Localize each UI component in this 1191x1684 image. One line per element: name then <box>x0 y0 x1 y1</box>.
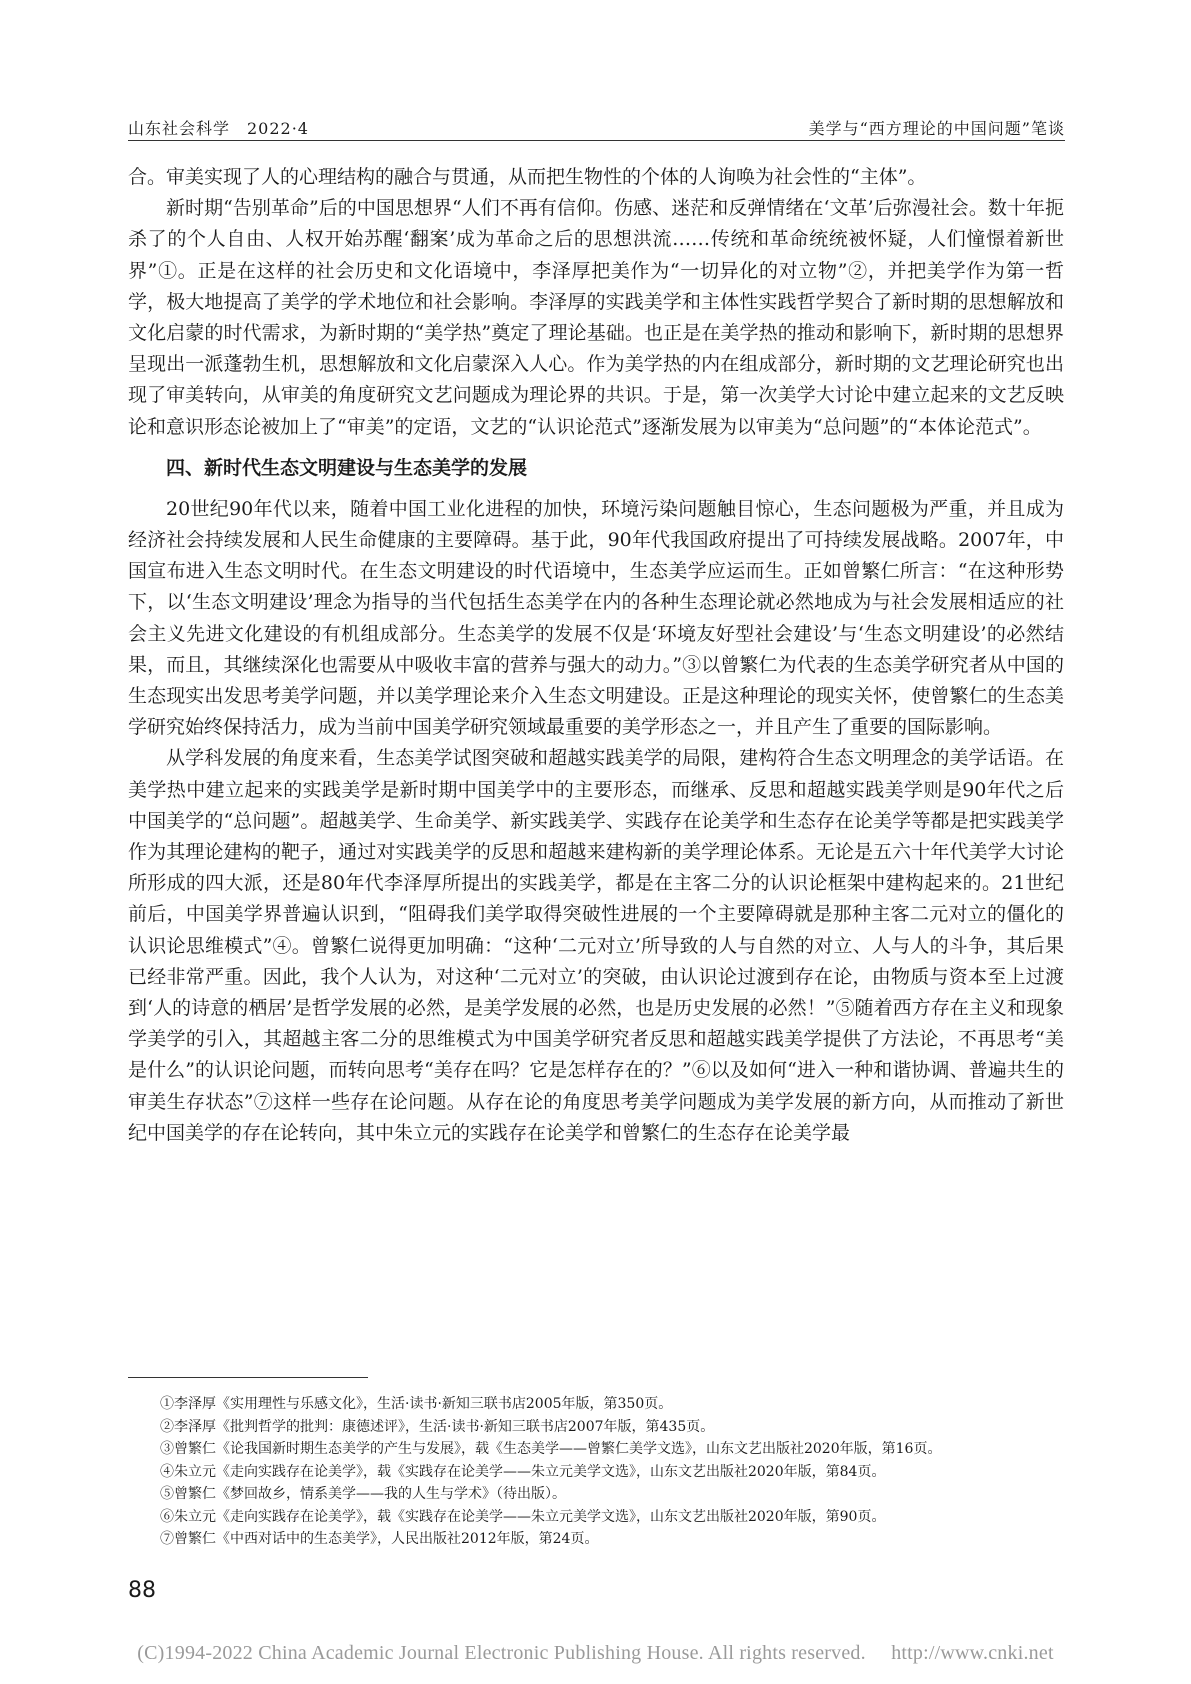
footnotes <box>160 1393 1060 1551</box>
paragraph: 20世纪90年代以来，随着中国工业化进程的加快，环境污染问题触目惊心，生态问题极为严重，并且成为经济社会持续发展和人民生命健康的主要障碍。基于此，90年代我国政府提出了可持续发展战略。2007年，中国宣布进入生态文明时代。在生态文明建设的时代语境中，生态美学应运而生。正如曾繁仁所言：“在这种形势下，以‘生态文明建设’理念为指导的当代包括生态美学在内的各种生态理论就必然地成为与社会发展相适应的社会主义先进文化建设的有机组成部分。生态美学的发展不仅是‘环境友好型社会建设’与‘生态文明建设’的必然结果，而且，其继续深化也需要从中吸收丰富的营养与强大的动力。”③以曾繁仁为代表的生态美学研究者从中国的生态现实出发思考美学问题，并以美学理论来介入生态文明建设。正是这种理论的现实关怀，使曾繁仁的生态美学研究始终保持活力，成为当前中国美学研究领域最重要的美学形态之一，并且产生了重要的国际影响。 <box>128 497 1064 739</box>
footnote: ②李泽厚《批判哲学的批判：康德述评》，生活·读书·新知三联书店2007年版，第435页。 <box>160 1418 715 1435</box>
section-heading: 四、新时代生态文明建设与生态美学的发展 <box>166 456 528 479</box>
journal-issue: 山东社会科学 2022·4 <box>128 119 309 138</box>
paragraph: 合。审美实现了人的心理结构的融合与贯通，从而把生物性的个体的人询唤为社会性的“主体”。 <box>128 166 927 188</box>
footnote: ③曾繁仁《论我国新时期生态美学的产生与发展》，载《生态美学——曾繁仁美学文选》，山东文艺出版社2020年版，第16页。 <box>160 1441 942 1457</box>
footnote-divider <box>128 1377 368 1378</box>
footnote: ⑤曾繁仁《梦回故乡，情系美学——我的人生与学术》（待出版）。 <box>160 1486 566 1502</box>
running-header <box>128 110 1065 140</box>
footnote: ⑦曾繁仁《中西对话中的生态美学》，人民出版社2012年版，第24页。 <box>160 1531 599 1547</box>
copyright-notice: (C)1994-2022 China Academic Journal Electronic Publishing House. All rights reserved. http://www.cnki.net <box>137 1642 1054 1664</box>
footnote: ①李泽厚《实用理性与乐感文化》，生活·读书·新知三联书店2005年版，第350页。 <box>160 1396 673 1412</box>
column-title: 美学与“西方理论的中国问题”笔谈 <box>808 119 1065 138</box>
header-divider <box>128 140 1065 141</box>
footnote: ④朱立元《走向实践存在论美学》，载《实践存在论美学——朱立元美学文选》，山东文艺出版社2020年版，第84页。 <box>160 1463 886 1480</box>
paragraph: 新时期“告别革命”后的中国思想界“人们不再有信仰。伤感、迷茫和反弹情绪在‘文革’后弥漫社会。数十年扼杀了的个人自由、人权开始苏醒‘翻案’成为革命之后的思想洪流……传统和革命统统被怀疑，人们憧憬着新世界”①。正是在这样的社会历史和文化语境中，李泽厚把美作为“一切异化的对立物”②，并把美学作为第一哲学，极大地提高了美学的学术地位和社会影响。李泽厚的实践美学和主体性实践哲学契合了新时期的思想解放和文化启蒙的时代需求，为新时期的“美学热”奠定了理论基础。也正是在美学热的推动和影响下，新时期的思想界呈现出一派蓬勃生机，思想解放和文化启蒙深入人心。作为美学热的内在组成部分，新时期的文艺理论研究也出现了审美转向，从审美的角度研究文艺问题成为理论界的共识。于是，第一次美学大讨论中建立起来的文艺反映论和意识形态论被加上了“审美”的定语，文艺的“认识论范式”逐渐发展为以审美为“总问题”的“本体论范式”。 <box>128 197 1064 438</box>
footnote: ⑥朱立元《走向实践存在论美学》，载《实践存在论美学——朱立元美学文选》，山东文艺出版社2020年版，第90页。 <box>160 1508 886 1525</box>
paragraph: 从学科发展的角度来看，生态美学试图突破和超越实践美学的局限，建构符合生态文明理念的美学话语。在美学热中建立起来的实践美学是新时期中国美学中的主要形态，而继承、反思和超越实践美学则是90年代之后中国美学的“总问题”。超越美学、生命美学、新实践美学、实践存在论美学和生态存在论美学等都是把实践美学作为其理论建构的靶子，通过对实践美学的反思和超越来建构新的美学理论体系。无论是五六十年代美学大讨论所形成的四大派，还是80年代李泽厚所提出的实践美学，都是在主客二分的认识论框架中建构起来的。21世纪前后，中国美学界普遍认识到，“阻碍我们美学取得突破性进展的一个主要障碍就是那种主客二元对立的僵化的认识论思维模式”④。曾繁仁说得更加明确：“这种‘二元对立’所导致的人与自然的对立、人与人的斗争，其后果已经非常严重。因此，我个人认为，对这种‘二元对立’的突破，由认识论过渡到存在论，由物质与资本至上过渡到‘人的诗意的栖居’是哲学发展的必然，是美学发展的必然，也是历史发展的必然！”⑤随着西方存在主义和现象学美学的引入，其超越主客二分的思维模式为中国美学研究者反思和超越实践美学提供了方法论，不再思考“美是什么”的认识论问题，而转向思考“美存在吗？它是怎样存在的？”⑥以及如何“进入一种和谐协调、普遍共生的审美生存状态”⑦这样一些存在论问题。从存在论的角度思考美学问题成为美学发展的新方向，从而推动了新世纪中国美学的存在论转向，其中朱立元的实践存在论美学和曾繁仁的生态存在论美学最 <box>128 747 1064 1144</box>
article-body <box>128 162 1064 1149</box>
page-number: 88 <box>128 1578 156 1603</box>
